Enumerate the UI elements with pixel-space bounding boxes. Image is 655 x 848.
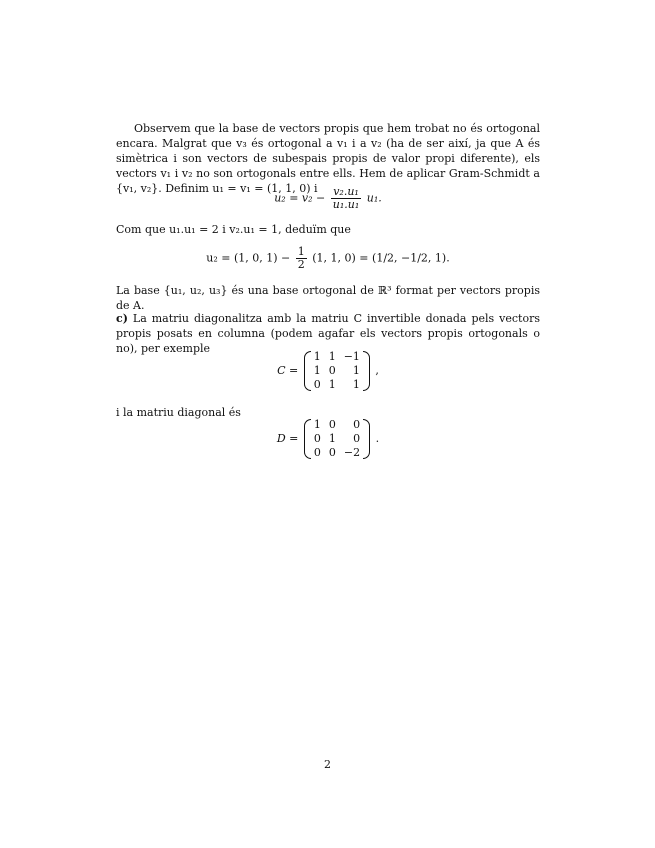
matrix-cell: 0 [313, 446, 321, 459]
part-label: c) [116, 312, 128, 325]
matrix-cell: 1 [352, 378, 360, 391]
matrix-cell: −2 [343, 446, 361, 459]
matrix-cell: 0 [328, 446, 336, 459]
matrix-cell: 0 [328, 418, 336, 431]
paragraph-text: La matriu diagonalitza amb la matriu C invertible donada pels vectors propis posats en columna (podem agafar els vectors propis ortogonals o no), per exemple [116, 312, 540, 355]
fraction-denominator: 2 [297, 258, 305, 271]
fraction [331, 186, 362, 211]
equation-lhs: u₂ = (1, 0, 1) − [206, 251, 291, 265]
equation-matrix-c [116, 350, 540, 392]
paragraph-text: Observem que la base de vectors propis que hem trobat no és ortogonal encara. Malgrat que v₃ és ortogonal a v₁ i a v₂ (ha de ser així, ja que A és simètrica i son vectors de subespais propis de valor propi diferente), els vectors v₁ i v₂ no son ortogonals entre ells. Hem de aplicar Gram-Schmidt a {v₁, v₂}. Definim u₁ = v₁ = (1, 1, 0) i [116, 122, 540, 195]
matrix-cell: 1 [352, 364, 360, 377]
equation-punctuation: . [375, 432, 380, 445]
matrix-cell: 1 [328, 378, 336, 391]
matrix-cell: −1 [343, 350, 360, 363]
fraction [296, 246, 307, 271]
paragraph-gram-schmidt-intro [116, 121, 540, 196]
equation-rhs: (1, 1, 0) = (1/2, −1/2, 1). [312, 251, 450, 265]
matrix-cell: 1 [313, 350, 321, 363]
equation-lhs: u₂ = v₂ − [274, 191, 326, 205]
matrix-label: C = [277, 364, 299, 377]
paragraph-text: La base {u₁, u₂, u₃} és una base ortogonal de ℝ³ format per vectors propis de A. [116, 284, 540, 312]
equation-matrix-d [116, 418, 540, 460]
matrix-cell: 1 [313, 364, 321, 377]
fraction-numerator: 1 [297, 245, 305, 258]
matrix-cell: 0 [313, 432, 321, 445]
paragraph-text: i la matriu diagonal és [116, 406, 241, 419]
equation-u2-definition [116, 186, 540, 211]
matrix-label: D = [276, 432, 299, 445]
matrix-c [304, 350, 370, 392]
matrix-cell: 0 [353, 418, 361, 431]
paragraph-orthogonal-basis [116, 283, 540, 313]
page-number: 2 [324, 758, 331, 771]
paragraph-dot-products [116, 222, 540, 237]
matrix-cell: 0 [353, 432, 361, 445]
matrix-cell: 1 [313, 418, 321, 431]
matrix-d [304, 418, 370, 460]
paragraph-text: Com que u₁.u₁ = 2 i v₂.u₁ = 1, deduïm que [116, 223, 351, 236]
matrix-cell: 1 [328, 350, 336, 363]
matrix-cell: 0 [313, 378, 321, 391]
equation-punctuation: , [375, 364, 379, 377]
equation-u2-result [116, 246, 540, 271]
matrix-cell: 1 [328, 432, 336, 445]
fraction-numerator: v₂.u₁ [331, 186, 362, 199]
fraction-denominator: u₁.u₁ [332, 198, 360, 211]
matrix-cell: 0 [328, 364, 336, 377]
equation-rhs: u₁. [366, 191, 382, 205]
